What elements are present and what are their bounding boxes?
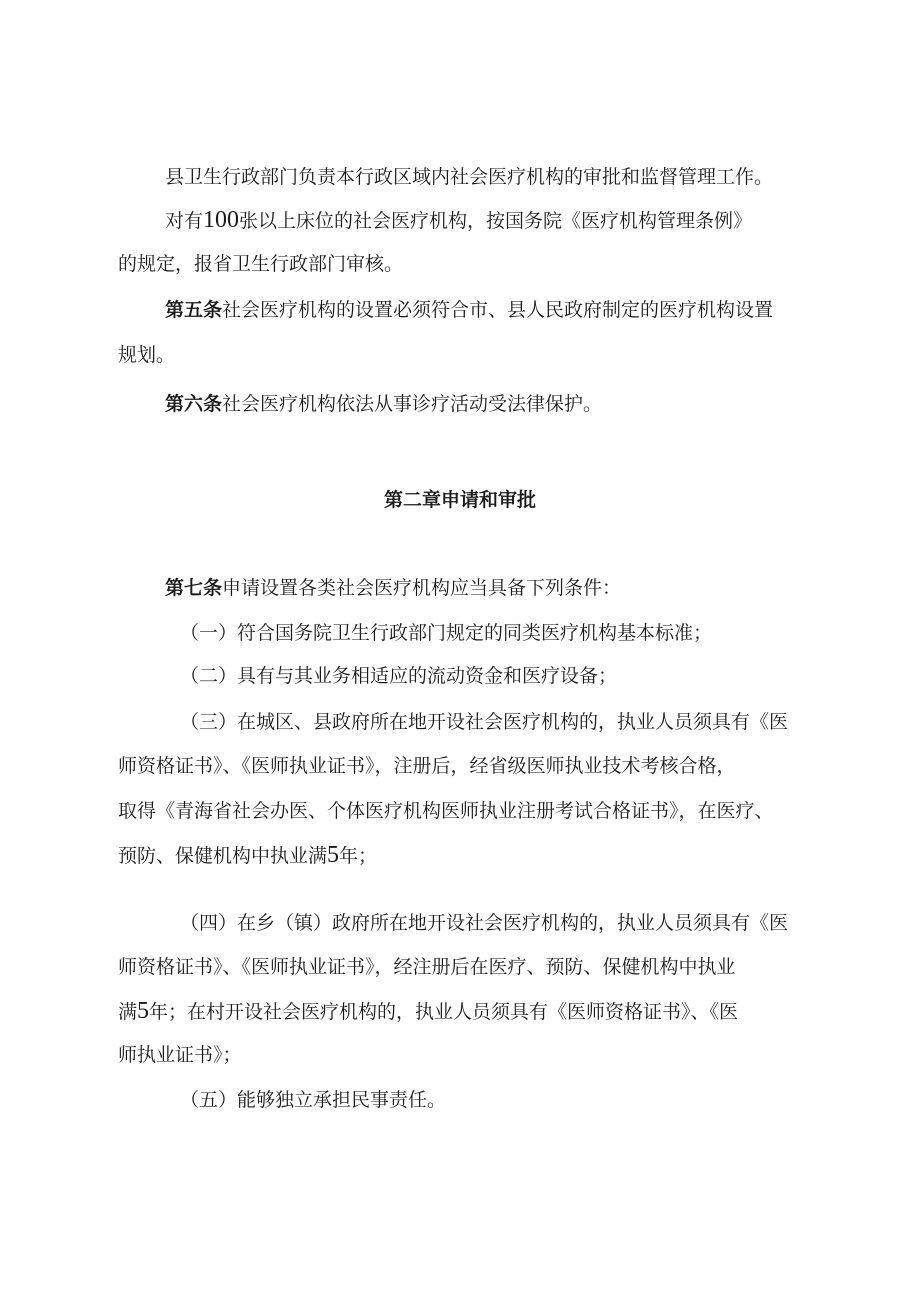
list-item	[180, 621, 712, 645]
text: （二）具有与其业务相适应的流动资金和医疗设备；	[180, 665, 618, 687]
article-label: 第五条	[165, 299, 223, 321]
text: 社会医疗机构依法从事诊疗活动受法律保护。	[222, 393, 603, 415]
text: 年；在村开设社会医疗机构的，执业人员须具有《医师资格证书》、《医	[149, 1001, 739, 1023]
paragraph-line	[118, 252, 403, 276]
text: 师资格证书》、《医师执业证书》，注册后，经省级医师执业技术考核合格，	[118, 755, 736, 777]
article-label: 第六条	[165, 393, 223, 415]
paragraph-line	[118, 999, 738, 1024]
text: 年；	[339, 845, 378, 867]
article-5-line	[165, 298, 773, 322]
paragraph-line	[118, 955, 736, 979]
paragraph-line	[165, 165, 773, 189]
bed-count: 100	[203, 207, 240, 233]
text: 县卫生行政部门负责本行政区域内社会医疗机构的审批和监督管理工作。	[165, 166, 774, 188]
paragraph-line	[118, 843, 377, 868]
text: 社会医疗机构的设置必须符合市、县人民政府制定的医疗机构设置	[222, 299, 774, 321]
text: 满	[118, 1001, 138, 1023]
text: （五）能够独立承担民事责任。	[180, 1089, 447, 1111]
text: 预防、保健机构中执业满	[118, 845, 328, 867]
paragraph-line	[118, 754, 736, 778]
text: （一）符合国务院卫生行政部门规定的同类医疗机构基本标准；	[180, 622, 713, 644]
article-label: 第七条	[165, 577, 223, 599]
list-item	[180, 710, 788, 734]
paragraph-line	[118, 343, 175, 367]
article-6-line	[165, 392, 602, 416]
text: 对有	[165, 210, 204, 232]
years-number: 5	[327, 842, 340, 868]
paragraph-line	[165, 208, 752, 233]
text: （四）在乡（镇）政府所在地开设社会医疗机构的，执业人员须具有《医	[180, 912, 789, 934]
text: 规划。	[118, 344, 176, 366]
text: 师资格证书》、《医师执业证书》，经注册后在医疗、预防、保健机构中执业	[118, 956, 736, 978]
article-7-line	[165, 576, 621, 600]
text: 张以上床位的社会医疗机构，按国务院《医疗机构管理条例》	[239, 210, 753, 232]
years-number: 5	[137, 998, 150, 1024]
text: 师执业证书》；	[118, 1044, 242, 1066]
text: 的规定，报省卫生行政部门审核。	[118, 253, 404, 275]
text: 申请设置各类社会医疗机构应当具备下列条件：	[222, 577, 622, 599]
text: 取得《青海省社会办医、个体医疗机构医师执业注册考试合格证书》，在医疗、	[118, 800, 774, 822]
chapter-heading: 第二章申请和审批	[383, 489, 536, 511]
paragraph-line	[118, 799, 774, 823]
list-item	[180, 1088, 446, 1112]
paragraph-line	[118, 1043, 242, 1067]
list-item	[180, 911, 788, 935]
text: （三）在城区、县政府所在地开设社会医疗机构的，执业人员须具有《医	[180, 711, 789, 733]
list-item	[180, 664, 617, 688]
